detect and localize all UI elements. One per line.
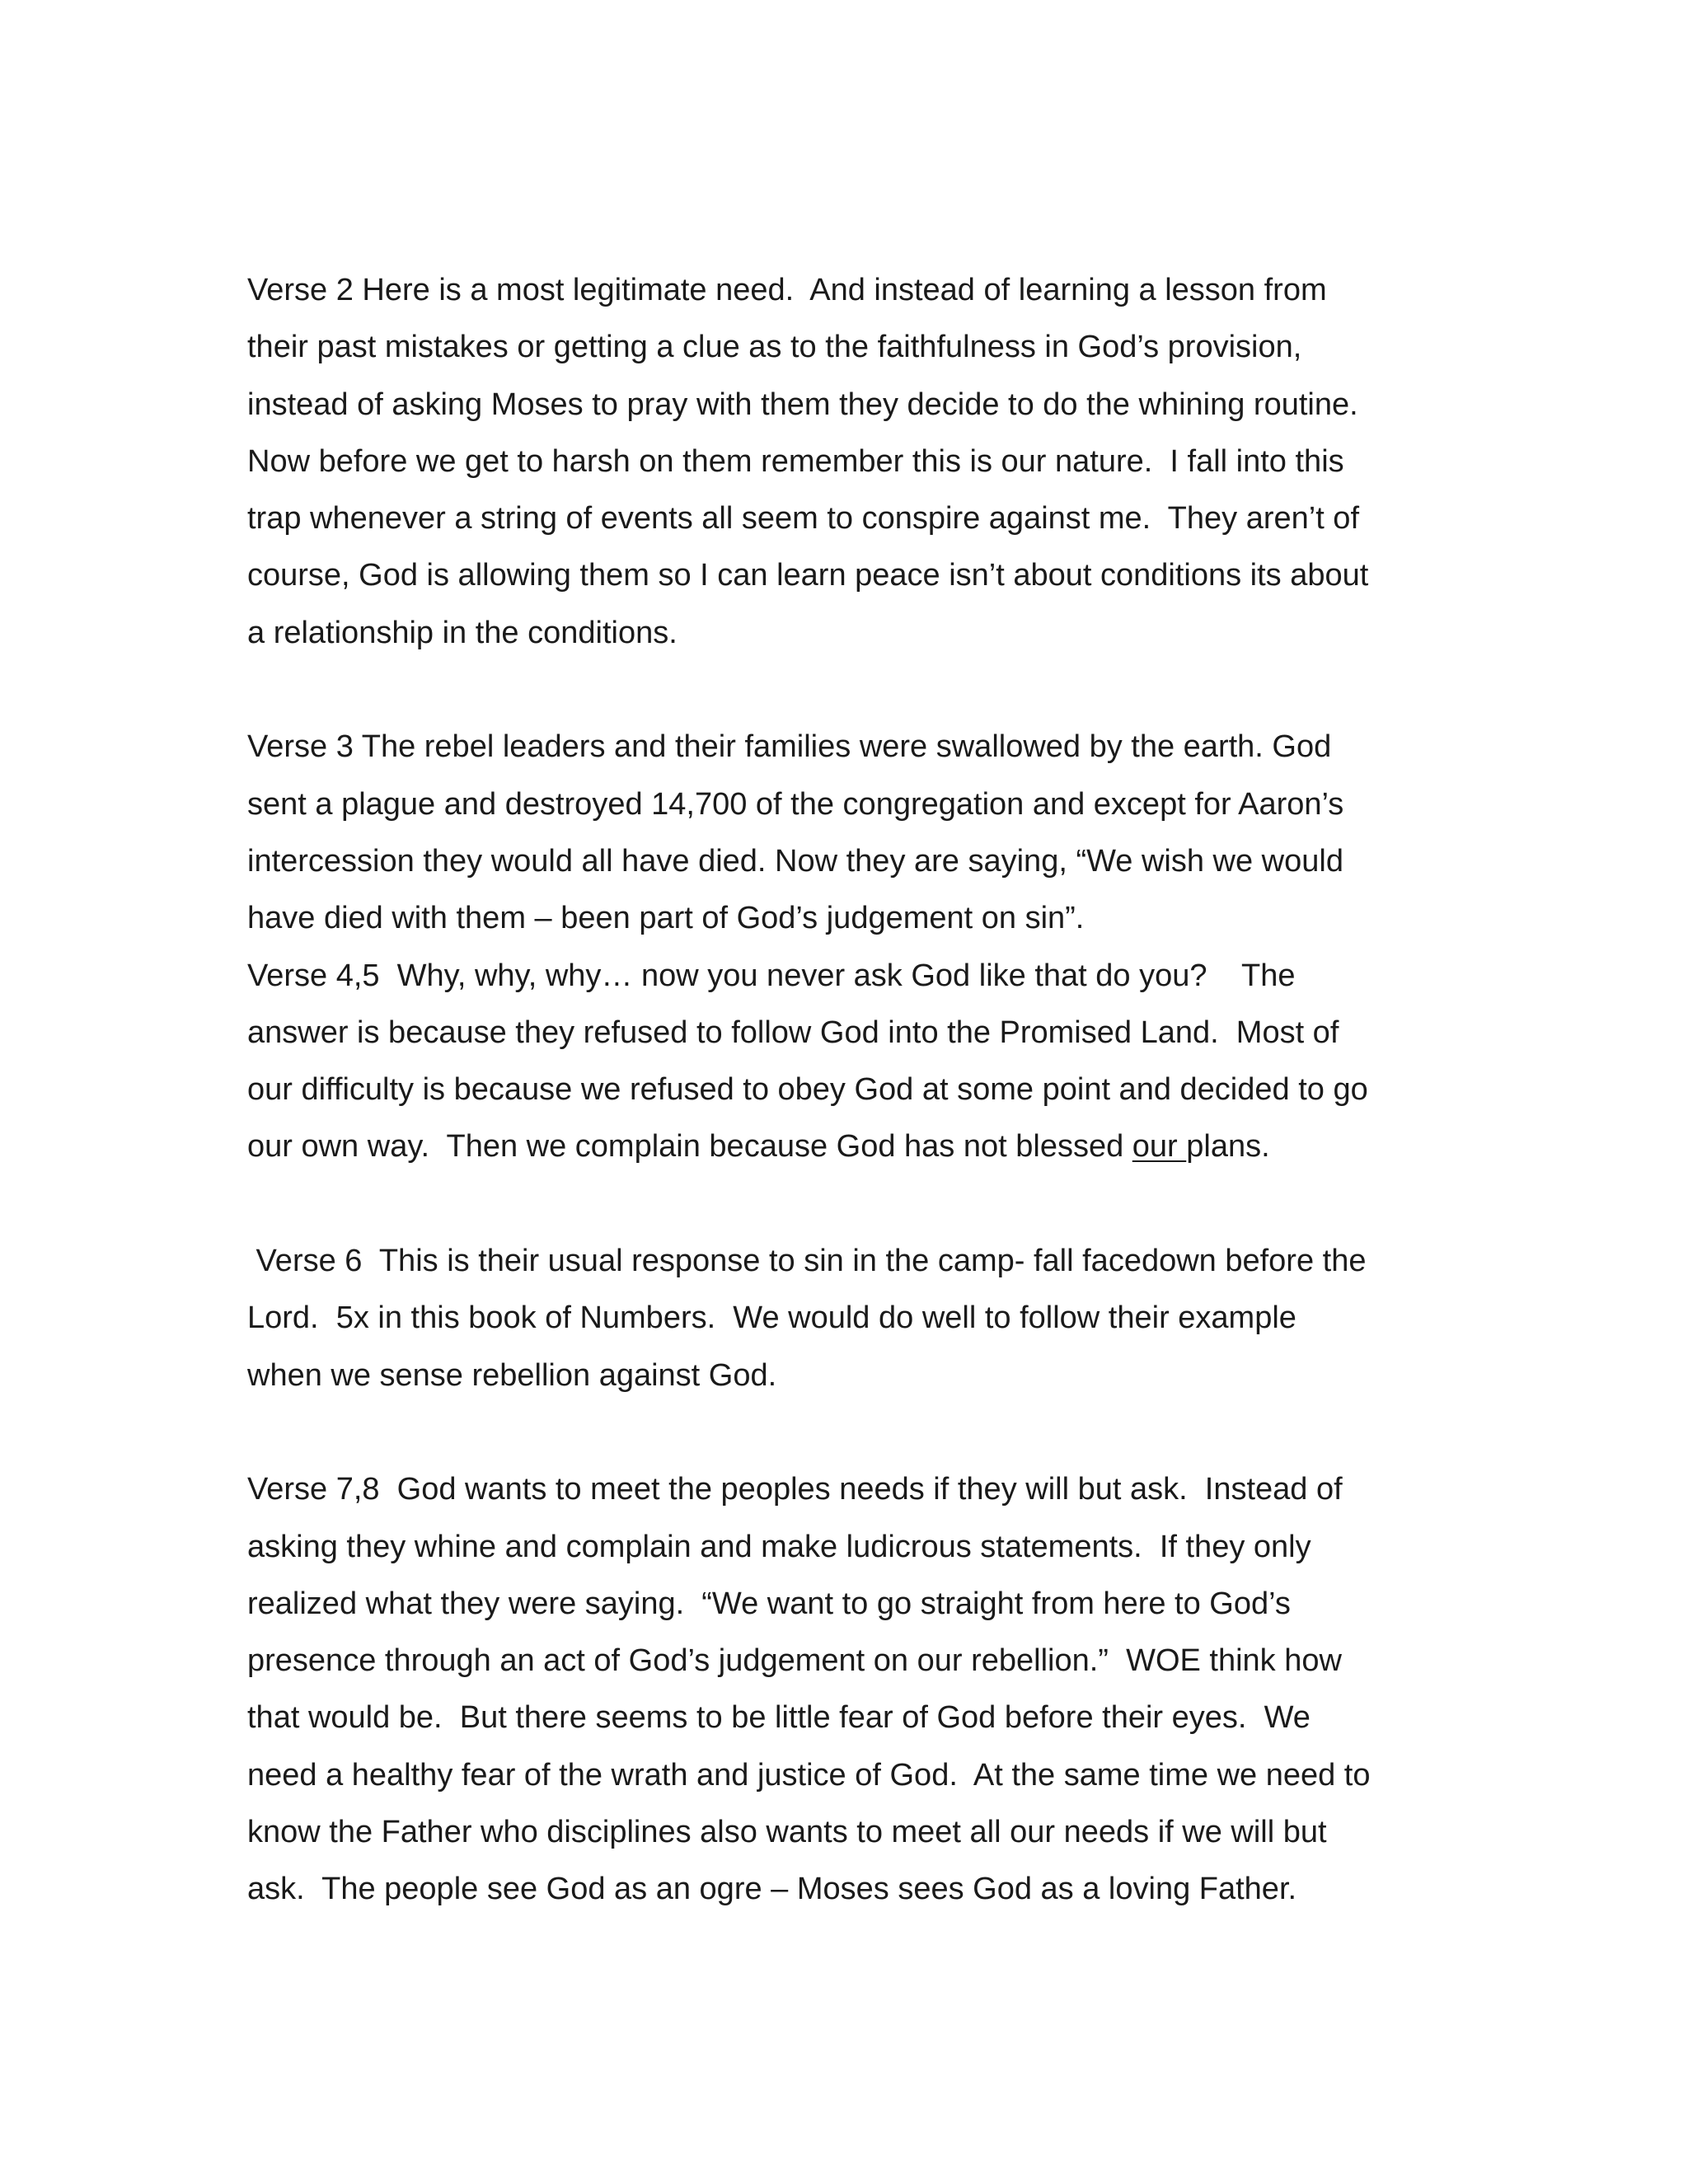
underlined-word: our [1132, 1129, 1187, 1165]
paragraph-verse-2 [247, 262, 1451, 662]
paragraph-verse-6 [247, 1233, 1451, 1404]
text-line: Verse 3 The rebel leaders and their families were swallowed by the earth. God [247, 729, 1332, 765]
text-line-with-underline [247, 1118, 1451, 1175]
paragraph-spacer [247, 1176, 1451, 1233]
paragraph-verse-7-8 [247, 1461, 1451, 1918]
text-line: a relationship in the conditions. [247, 615, 678, 650]
text-line: trap whenever a string of events all seem to conspire against me. They aren’t of [247, 501, 1359, 537]
text-segment: plans. [1186, 1129, 1270, 1165]
text-line: answer is because they refused to follow God into the Promised Land. Most of [247, 1015, 1339, 1050]
text-line: Verse 6 This is their usual response to sin in the camp- fall facedown before the [247, 1244, 1367, 1279]
text-line: course, God is allowing them so I can learn peace isn’t about conditions its about [247, 558, 1369, 593]
text-line: realized what they were saying. “We want to go straight from here to God’s [247, 1586, 1291, 1621]
text-line: intercession they would all have died. Now they are saying, “We wish we would [247, 843, 1343, 879]
text-line: presence through an act of God’s judgement on our rebellion.” WOE think how [247, 1643, 1342, 1679]
text-line: Lord. 5x in this book of Numbers. We would do well to follow their example [247, 1301, 1296, 1336]
text-line: their past mistakes or getting a clue as to the faithfulness in God’s provision, [247, 330, 1302, 365]
paragraph-spacer [247, 1404, 1451, 1461]
paragraph-verse-3-5 [247, 719, 1451, 1175]
text-line: Verse 7,8 God wants to meet the peoples needs if they will but ask. Instead of [247, 1472, 1343, 1507]
text-line: ask. The people see God as an ogre – Moses sees God as a loving Father. [247, 1872, 1297, 1907]
text-line: Now before we get to harsh on them remember this is our nature. I fall into this [247, 443, 1344, 479]
text-line: our difficulty is because we refused to obey God at some point and decided to go [247, 1072, 1368, 1108]
text-line: Verse 4,5 Why, why, why… now you never ask God like that do you? The [247, 958, 1296, 993]
text-line: instead of asking Moses to pray with them they decide to do the whining routine. [247, 387, 1358, 422]
text-line: Verse 2 Here is a most legitimate need. And instead of learning a lesson from [247, 273, 1327, 307]
text-line: have died with them – been part of God’s judgement on sin”. [247, 901, 1085, 936]
paragraph-spacer [247, 662, 1451, 719]
text-line: sent a plague and destroyed 14,700 of the congregation and except for Aaron’s [247, 786, 1344, 822]
text-line: when we sense rebellion against God. [247, 1357, 777, 1393]
document-body [247, 262, 1451, 1919]
text-line: need a healthy fear of the wrath and justice of God. At the same time we need to [247, 1757, 1371, 1793]
text-line: asking they whine and complain and make ludicrous statements. If they only [247, 1529, 1311, 1564]
text-segment: our own way. Then we complain because God has not blessed [247, 1129, 1132, 1165]
text-line: know the Father who disciplines also wants to meet all our needs if we will but [247, 1815, 1327, 1850]
text-line: that would be. But there seems to be little fear of God before their eyes. We [247, 1700, 1311, 1736]
